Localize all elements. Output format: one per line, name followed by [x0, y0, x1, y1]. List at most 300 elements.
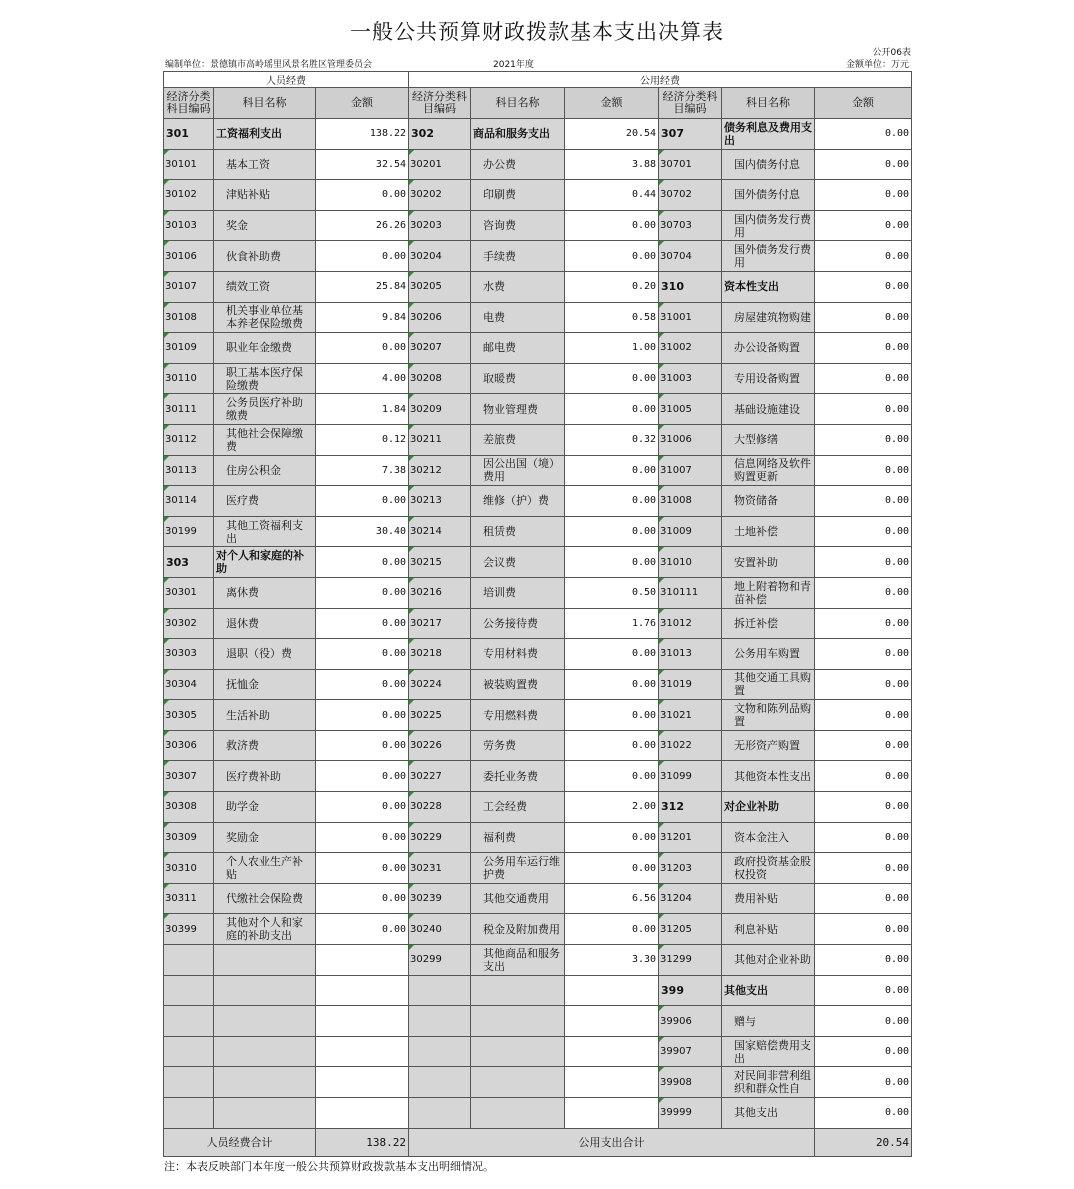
amount-cell: 0.00: [815, 853, 912, 884]
subject-code-text: 31019: [660, 678, 692, 690]
empty-cell: [471, 1098, 565, 1129]
subject-code-text: 30240: [410, 923, 442, 935]
subject-name-cell: 公务员医疗补助缴费: [214, 394, 316, 425]
subject-name-cell: 其他对企业补助: [722, 945, 815, 976]
subject-code-text: 30305: [165, 709, 197, 721]
comment-marker-icon: [409, 700, 414, 705]
comment-marker-icon: [164, 456, 169, 461]
subject-name-cell: 咨询费: [471, 210, 565, 241]
table-row: [164, 792, 912, 823]
col-header-amount: 金额: [815, 88, 912, 119]
comment-marker-icon: [164, 823, 169, 828]
col-header-code: 经济分类科目编码: [164, 88, 214, 119]
amount-cell: 0.00: [565, 547, 659, 578]
subject-code-text: 30108: [165, 311, 197, 323]
subject-code-cell: [659, 363, 722, 394]
comment-marker-icon: [409, 272, 414, 277]
subject-code-text: 30107: [165, 281, 197, 293]
comment-marker-icon: [659, 945, 664, 950]
subject-code-text: 30206: [410, 311, 442, 323]
comment-marker-icon: [164, 609, 169, 614]
amount-cell: 138.22: [316, 119, 409, 150]
comment-marker-icon: [409, 303, 414, 308]
subject-code-text: 30701: [660, 158, 692, 170]
subject-code-cell: [164, 180, 214, 211]
empty-cell: [164, 1036, 214, 1067]
subject-code-text: 30217: [410, 617, 442, 629]
comment-marker-icon: [409, 364, 414, 369]
subject-code-text: 30307: [165, 770, 197, 782]
subject-name-cell: 福利费: [471, 822, 565, 853]
subject-code-text: 39999: [660, 1107, 692, 1119]
amount-cell: 0.00: [565, 822, 659, 853]
subject-name-cell: 职业年金缴费: [214, 333, 316, 364]
empty-cell: [164, 1098, 214, 1129]
subject-code-cell: [164, 486, 214, 517]
subject-code-text: 30204: [410, 250, 442, 262]
subject-code-text: 31005: [660, 403, 692, 415]
subject-code-cell: [659, 608, 722, 639]
subject-code-text: 31006: [660, 434, 692, 446]
comment-marker-icon: [164, 425, 169, 430]
subject-code-text: 30102: [165, 189, 197, 201]
amount-cell: 0.00: [815, 730, 912, 761]
subject-name-cell: 工资福利支出: [214, 119, 316, 150]
subject-code-cell: 301: [164, 119, 214, 150]
subject-code-text: 30109: [165, 342, 197, 354]
subject-code-cell: [164, 302, 214, 333]
subject-name-cell: 国家赔偿费用支出: [722, 1036, 815, 1067]
subject-name-cell: 抚恤金: [214, 669, 316, 700]
subject-name-cell: 无形资产购置: [722, 730, 815, 761]
subject-name-cell: 拆迁补偿: [722, 608, 815, 639]
comment-marker-icon: [409, 333, 414, 338]
subject-name-cell: 委托业务费: [471, 761, 565, 792]
amount-cell: 0.00: [815, 149, 912, 180]
subject-code-text: 31022: [660, 740, 692, 752]
subject-name-cell: 债务利息及费用支出: [722, 119, 815, 150]
subject-code-cell: [659, 914, 722, 945]
amount-cell: 0.00: [565, 394, 659, 425]
public-total-label: 公用支出合计: [409, 1128, 815, 1156]
subject-name-cell: 取暖费: [471, 363, 565, 394]
table-row: [164, 1098, 912, 1129]
comment-marker-icon: [409, 241, 414, 246]
amount-cell: 0.00: [565, 700, 659, 731]
amount-cell: 1.76: [565, 608, 659, 639]
amount-cell: 6.56: [565, 883, 659, 914]
comment-marker-icon: [409, 150, 414, 155]
comment-marker-icon: [409, 456, 414, 461]
subject-code-text: 39908: [660, 1076, 692, 1088]
subject-name-cell: 生活补助: [214, 700, 316, 731]
subject-name-cell: 商品和服务支出: [471, 119, 565, 150]
amount-cell: 0.00: [316, 333, 409, 364]
subject-code-cell: [659, 547, 722, 578]
comment-marker-icon: [164, 241, 169, 246]
subject-name-cell: 对企业补助: [722, 792, 815, 823]
subject-code-cell: [409, 486, 471, 517]
subject-code-cell: [164, 669, 214, 700]
empty-cell: [471, 1006, 565, 1037]
subject-name-cell: 赠与: [722, 1006, 815, 1037]
subject-code-text: 30399: [165, 923, 197, 935]
amount-cell: 0.00: [815, 700, 912, 731]
subject-code-cell: [409, 730, 471, 761]
subject-code-cell: [659, 241, 722, 272]
table-row: [164, 945, 912, 976]
comment-marker-icon: [659, 425, 664, 430]
subject-name-cell: 办公费: [471, 149, 565, 180]
comment-marker-icon: [659, 211, 664, 216]
amount-cell: 0.00: [316, 577, 409, 608]
col-header-amount: 金额: [565, 88, 659, 119]
subject-code-cell: [659, 455, 722, 486]
subject-name-cell: 其他商品和服务支出: [471, 945, 565, 976]
subject-name-cell: 其他支出: [722, 975, 815, 1006]
subject-code-cell: 303: [164, 547, 214, 578]
comment-marker-icon: [164, 578, 169, 583]
subject-code-text: 30228: [410, 801, 442, 813]
section-header-row: [164, 72, 912, 88]
subject-name-cell: 退休费: [214, 608, 316, 639]
comment-marker-icon: [659, 1037, 664, 1042]
amount-cell: 0.00: [565, 669, 659, 700]
subject-code-cell: [659, 394, 722, 425]
subject-name-cell: 物资储备: [722, 486, 815, 517]
empty-cell: [214, 1036, 316, 1067]
subject-code-text: 31008: [660, 495, 692, 507]
amount-cell: 32.54: [316, 149, 409, 180]
comment-marker-icon: [659, 394, 664, 399]
amount-cell: 0.00: [815, 822, 912, 853]
comment-marker-icon: [409, 884, 414, 889]
subject-name-cell: 公务用车运行维护费: [471, 853, 565, 884]
subject-name-cell: 其他工资福利支出: [214, 516, 316, 547]
amount-cell: 0.00: [565, 730, 659, 761]
subject-code-text: 31021: [660, 709, 692, 721]
empty-cell: [214, 945, 316, 976]
amount-cell: 0.20: [565, 271, 659, 302]
comment-marker-icon: [659, 364, 664, 369]
col-header-name: 科目名称: [471, 88, 565, 119]
subject-code-cell: [164, 455, 214, 486]
empty-cell: [316, 1006, 409, 1037]
report-title: 一般公共预算财政拨款基本支出决算表: [350, 20, 724, 44]
subject-code-cell: [409, 455, 471, 486]
subject-name-cell: 其他社会保障缴费: [214, 424, 316, 455]
comment-marker-icon: [409, 670, 414, 675]
subject-name-cell: 大型修缮: [722, 424, 815, 455]
subject-name-cell: 救济费: [214, 730, 316, 761]
subject-code-text: 39907: [660, 1046, 692, 1058]
amount-cell: 0.00: [815, 455, 912, 486]
comment-marker-icon: [164, 211, 169, 216]
table-row: [164, 914, 912, 945]
subject-code-cell: [659, 700, 722, 731]
table-row: [164, 424, 912, 455]
subject-code-text: 30199: [165, 526, 197, 538]
subject-code-text: 31010: [660, 556, 692, 568]
subject-code-text: 30203: [410, 220, 442, 232]
comment-marker-icon: [659, 731, 664, 736]
subject-code-text: 30106: [165, 250, 197, 262]
section-personnel: 人员经费: [164, 72, 409, 88]
comment-marker-icon: [164, 486, 169, 491]
empty-cell: [409, 1098, 471, 1129]
subject-code-text: 30201: [410, 158, 442, 170]
subject-code-text: 30309: [165, 831, 197, 843]
subject-name-cell: 国外债务付息: [722, 180, 815, 211]
subject-name-cell: 公务接待费: [471, 608, 565, 639]
subject-name-cell: 伙食补助费: [214, 241, 316, 272]
subject-code-cell: [409, 639, 471, 670]
subject-code-text: 31003: [660, 373, 692, 385]
amount-cell: 4.00: [316, 363, 409, 394]
subject-code-cell: [409, 516, 471, 547]
subject-code-text: 31299: [660, 954, 692, 966]
subject-code-cell: [409, 149, 471, 180]
subject-code-cell: [659, 1098, 722, 1129]
subject-code-cell: 399: [659, 975, 722, 1006]
subject-code-cell: [659, 424, 722, 455]
subject-code-cell: [659, 730, 722, 761]
subject-code-text: 30702: [660, 189, 692, 201]
subject-name-cell: 费用补贴: [722, 883, 815, 914]
subject-code-text: 30226: [410, 740, 442, 752]
amount-cell: 0.00: [815, 333, 912, 364]
subject-code-cell: [164, 730, 214, 761]
subject-name-cell: 政府投资基金股权投资: [722, 853, 815, 884]
subject-code-cell: [164, 394, 214, 425]
table-row: [164, 547, 912, 578]
subject-code-text: 30229: [410, 831, 442, 843]
col-header-name: 科目名称: [214, 88, 316, 119]
subject-name-cell: 租赁费: [471, 516, 565, 547]
table-row: [164, 516, 912, 547]
report-year: 2021年度: [493, 60, 534, 70]
subject-name-cell: 物业管理费: [471, 394, 565, 425]
col-header-amount: 金额: [316, 88, 409, 119]
table-row: [164, 761, 912, 792]
subject-code-cell: [659, 822, 722, 853]
comment-marker-icon: [659, 1098, 664, 1103]
subject-code-text: 31201: [660, 831, 692, 843]
comment-marker-icon: [409, 914, 414, 919]
amount-cell: 9.84: [316, 302, 409, 333]
subject-code-cell: [409, 883, 471, 914]
table-row: [164, 394, 912, 425]
report-sheet: [163, 17, 911, 1177]
subject-code-cell: [164, 516, 214, 547]
subject-code-text: 31012: [660, 617, 692, 629]
subject-name-cell: 办公设备购置: [722, 333, 815, 364]
column-header-row: [164, 88, 912, 119]
amount-cell: 0.00: [565, 639, 659, 670]
comment-marker-icon: [409, 945, 414, 950]
subject-name-cell: 培训费: [471, 577, 565, 608]
amount-cell: 0.00: [565, 363, 659, 394]
subject-name-cell: 奖励金: [214, 822, 316, 853]
amount-cell: 0.00: [316, 180, 409, 211]
subject-code-cell: [659, 853, 722, 884]
subject-code-cell: [659, 1006, 722, 1037]
amount-cell: 0.12: [316, 424, 409, 455]
subject-name-cell: 离休费: [214, 577, 316, 608]
subject-code-text: 30215: [410, 556, 442, 568]
comment-marker-icon: [164, 517, 169, 522]
table-row: [164, 149, 912, 180]
subject-code-cell: [659, 639, 722, 670]
subject-code-cell: 307: [659, 119, 722, 150]
subject-code-cell: [164, 883, 214, 914]
empty-cell: [164, 945, 214, 976]
subject-name-cell: 基本工资: [214, 149, 316, 180]
amount-cell: 0.00: [565, 761, 659, 792]
subject-code-text: 30207: [410, 342, 442, 354]
table-row: [164, 455, 912, 486]
subject-code-text: 30209: [410, 403, 442, 415]
amount-cell: 0.00: [815, 577, 912, 608]
subject-code-cell: [659, 210, 722, 241]
subject-code-cell: [409, 853, 471, 884]
table-row: [164, 333, 912, 364]
subject-code-cell: [164, 792, 214, 823]
table-row: [164, 577, 912, 608]
amount-cell: 0.00: [565, 210, 659, 241]
amount-cell: 0.00: [316, 822, 409, 853]
subject-code-text: 30101: [165, 158, 197, 170]
subject-name-cell: 手续费: [471, 241, 565, 272]
empty-cell: [565, 975, 659, 1006]
amount-cell: 0.00: [815, 180, 912, 211]
subject-code-cell: [164, 149, 214, 180]
subject-code-text: 30306: [165, 740, 197, 752]
subject-name-cell: 职工基本医疗保险缴费: [214, 363, 316, 394]
subject-name-cell: 个人农业生产补贴: [214, 853, 316, 884]
subject-name-cell: 医疗费: [214, 486, 316, 517]
org-label: 编制单位：景德镇市高岭瑶里风景名胜区管理委员会: [165, 60, 373, 70]
public-total-value: 20.54: [815, 1128, 912, 1156]
table-row: [164, 1006, 912, 1037]
subject-name-cell: 邮电费: [471, 333, 565, 364]
comment-marker-icon: [164, 394, 169, 399]
comment-marker-icon: [409, 823, 414, 828]
comment-marker-icon: [164, 884, 169, 889]
amount-cell: 20.54: [565, 119, 659, 150]
amount-cell: 0.00: [815, 547, 912, 578]
subject-code-text: 30224: [410, 678, 442, 690]
amount-cell: 26.26: [316, 210, 409, 241]
amount-cell: 0.00: [316, 608, 409, 639]
table-row: [164, 730, 912, 761]
table-row: [164, 639, 912, 670]
subject-name-cell: 被装购置费: [471, 669, 565, 700]
empty-cell: [316, 1036, 409, 1067]
subject-code-cell: [409, 210, 471, 241]
subject-code-text: 30214: [410, 526, 442, 538]
subject-code-text: 30231: [410, 862, 442, 874]
subject-code-cell: [164, 914, 214, 945]
subject-code-text: 31002: [660, 342, 692, 354]
comment-marker-icon: [659, 670, 664, 675]
empty-cell: [316, 975, 409, 1006]
subject-name-cell: 其他支出: [722, 1098, 815, 1129]
table-row: [164, 119, 912, 150]
subject-name-cell: 基础设施建设: [722, 394, 815, 425]
subject-code-cell: [164, 363, 214, 394]
subject-code-text: 31204: [660, 893, 692, 905]
subject-code-cell: [164, 608, 214, 639]
amount-cell: 0.00: [815, 975, 912, 1006]
comment-marker-icon: [659, 884, 664, 889]
amount-cell: 0.00: [316, 883, 409, 914]
amount-cell: 0.00: [815, 516, 912, 547]
subject-code-cell: [409, 669, 471, 700]
table-row: [164, 608, 912, 639]
subject-code-text: 31205: [660, 923, 692, 935]
subject-code-text: 30310: [165, 862, 197, 874]
subject-code-text: 30113: [165, 464, 197, 476]
form-number: 公开06表: [872, 48, 911, 58]
subject-name-cell: 税金及附加费用: [471, 914, 565, 945]
table-row: [164, 302, 912, 333]
comment-marker-icon: [659, 333, 664, 338]
subject-code-cell: [164, 241, 214, 272]
subject-code-cell: [409, 394, 471, 425]
subject-name-cell: 其他交通工具购置: [722, 669, 815, 700]
amount-cell: 0.00: [815, 486, 912, 517]
amount-cell: 0.32: [565, 424, 659, 455]
amount-cell: 0.00: [316, 486, 409, 517]
subject-code-text: 30299: [410, 954, 442, 966]
empty-cell: [471, 1036, 565, 1067]
subject-code-cell: [164, 424, 214, 455]
comment-marker-icon: [409, 517, 414, 522]
comment-marker-icon: [409, 792, 414, 797]
subject-code-cell: [409, 424, 471, 455]
col-header-code: 经济分类科目编码: [409, 88, 471, 119]
empty-cell: [565, 1098, 659, 1129]
comment-marker-icon: [164, 670, 169, 675]
empty-cell: [409, 1067, 471, 1098]
subject-name-cell: 文物和陈列品购置: [722, 700, 815, 731]
subject-name-cell: 工会经费: [471, 792, 565, 823]
subject-code-text: 30103: [165, 220, 197, 232]
subject-code-cell: [659, 883, 722, 914]
comment-marker-icon: [164, 914, 169, 919]
subject-name-cell: 安置补助: [722, 547, 815, 578]
subject-code-text: 30218: [410, 648, 442, 660]
subject-name-cell: 专用设备购置: [722, 363, 815, 394]
amount-cell: 0.00: [316, 547, 409, 578]
subject-code-text: 30301: [165, 587, 197, 599]
subject-code-text: 39906: [660, 1015, 692, 1027]
subject-code-cell: 302: [409, 119, 471, 150]
table-row: [164, 1067, 912, 1098]
subject-name-cell: 因公出国（境）费用: [471, 455, 565, 486]
comment-marker-icon: [659, 761, 664, 766]
amount-cell: 0.00: [316, 700, 409, 731]
table-row: [164, 822, 912, 853]
subject-name-cell: 信息网络及软件购置更新: [722, 455, 815, 486]
comment-marker-icon: [164, 364, 169, 369]
comment-marker-icon: [164, 150, 169, 155]
comment-marker-icon: [409, 394, 414, 399]
table-row: [164, 669, 912, 700]
table-row: [164, 180, 912, 211]
amount-cell: 0.00: [815, 394, 912, 425]
